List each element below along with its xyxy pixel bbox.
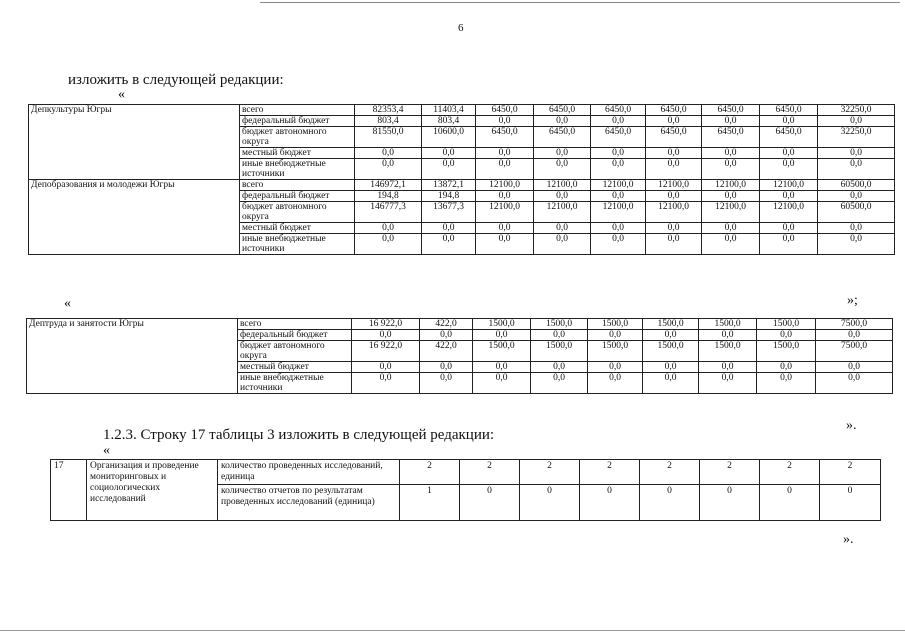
value-cell: 1500,0 xyxy=(531,341,588,362)
page-number: 6 xyxy=(458,22,464,34)
value-cell: 0,0 xyxy=(420,330,473,341)
value-cell: 6450,0 xyxy=(702,127,760,148)
open-quote-1: « xyxy=(118,87,125,102)
value-cell: 146972,1 xyxy=(355,180,422,191)
value-cell: 0,0 xyxy=(422,159,476,180)
value-cell: 0,0 xyxy=(818,159,895,180)
value-cell: 0,0 xyxy=(355,223,422,234)
org-name-cell: Депобразования и молодежи Югры xyxy=(29,180,240,191)
value-cell: 0,0 xyxy=(702,159,760,180)
value-cell: 1500,0 xyxy=(643,341,699,362)
indicator-cell: количество отчетов по результатам проведенных исследований (единица) xyxy=(218,485,400,521)
value-cell: 0,0 xyxy=(355,148,422,159)
table-row xyxy=(29,116,895,127)
value-cell: 12100,0 xyxy=(646,180,702,191)
funding-source-cell: бюджет автономного округа xyxy=(240,127,355,148)
value-cell: 6450,0 xyxy=(591,105,646,116)
value-cell: 0,0 xyxy=(757,362,816,373)
value-cell: 0,0 xyxy=(473,330,531,341)
value-cell: 0,0 xyxy=(591,148,646,159)
value-cell: 0,0 xyxy=(531,330,588,341)
value-cell: 0 xyxy=(640,485,700,521)
funding-source-cell: бюджет автономного округа xyxy=(240,202,355,223)
value-cell: 803,4 xyxy=(355,116,422,127)
table-3-row-17 xyxy=(50,459,881,521)
value-cell: 0,0 xyxy=(476,148,534,159)
value-cell: 0,0 xyxy=(534,148,591,159)
value-cell: 2 xyxy=(580,460,640,485)
value-cell: 0,0 xyxy=(816,362,893,373)
value-cell: 0,0 xyxy=(702,116,760,127)
value-cell: 2 xyxy=(460,460,520,485)
value-cell: 6450,0 xyxy=(760,105,818,116)
value-cell: 0,0 xyxy=(646,191,702,202)
value-cell: 0,0 xyxy=(757,373,816,394)
value-cell: 0,0 xyxy=(760,223,818,234)
value-cell: 13677,3 xyxy=(422,202,476,223)
value-cell: 6450,0 xyxy=(646,105,702,116)
value-cell: 0,0 xyxy=(760,116,818,127)
value-cell: 0,0 xyxy=(534,159,591,180)
value-cell: 0 xyxy=(820,485,881,521)
value-cell: 0,0 xyxy=(760,234,818,255)
value-cell: 12100,0 xyxy=(760,180,818,191)
activity-cell: Организация и проведение мониторинговых и социологических исследований xyxy=(87,460,218,521)
org-name-cell xyxy=(27,373,238,394)
open-quote-3: « xyxy=(103,443,110,458)
value-cell: 12100,0 xyxy=(702,180,760,191)
funding-source-cell: иные внебюджетные источники xyxy=(240,159,355,180)
value-cell: 6450,0 xyxy=(760,127,818,148)
value-cell: 0,0 xyxy=(818,223,895,234)
funding-source-cell: всего xyxy=(240,180,355,191)
funding-source-cell: всего xyxy=(238,319,352,330)
value-cell: 0,0 xyxy=(760,159,818,180)
org-name-cell xyxy=(29,191,240,202)
value-cell: 0 xyxy=(520,485,580,521)
value-cell: 0 xyxy=(760,485,820,521)
value-cell: 12100,0 xyxy=(591,180,646,191)
value-cell: 0,0 xyxy=(816,330,893,341)
value-cell: 2 xyxy=(400,460,460,485)
value-cell: 0,0 xyxy=(588,330,643,341)
value-cell: 12100,0 xyxy=(760,202,818,223)
funding-source-cell: федеральный бюджет xyxy=(238,330,352,341)
value-cell: 0,0 xyxy=(422,223,476,234)
table-row xyxy=(29,159,895,180)
org-name-cell xyxy=(29,223,240,234)
table-row xyxy=(27,330,893,341)
table-row xyxy=(29,202,895,223)
value-cell: 12100,0 xyxy=(476,180,534,191)
value-cell: 0,0 xyxy=(699,362,757,373)
value-cell: 12100,0 xyxy=(702,202,760,223)
value-cell: 1500,0 xyxy=(473,341,531,362)
value-cell: 0,0 xyxy=(646,159,702,180)
value-cell: 0,0 xyxy=(646,234,702,255)
value-cell: 0 xyxy=(700,485,760,521)
value-cell: 0,0 xyxy=(420,362,473,373)
value-cell: 0,0 xyxy=(699,330,757,341)
value-cell: 0,0 xyxy=(420,373,473,394)
scan-edge-bottom xyxy=(0,630,905,631)
org-name-cell xyxy=(29,202,240,223)
value-cell: 0,0 xyxy=(534,234,591,255)
value-cell: 0,0 xyxy=(702,148,760,159)
value-cell: 32250,0 xyxy=(818,127,895,148)
value-cell: 0,0 xyxy=(646,148,702,159)
financing-table-1 xyxy=(28,104,895,255)
org-name-cell xyxy=(29,234,240,255)
table-row xyxy=(27,362,893,373)
org-name-cell xyxy=(29,127,240,148)
value-cell: 0,0 xyxy=(473,362,531,373)
org-name-cell xyxy=(27,330,238,341)
value-cell: 0,0 xyxy=(591,159,646,180)
value-cell: 0,0 xyxy=(355,159,422,180)
funding-source-cell: бюджет автономного округа xyxy=(238,341,352,362)
value-cell: 0,0 xyxy=(816,373,893,394)
value-cell: 0,0 xyxy=(476,223,534,234)
value-cell: 2 xyxy=(700,460,760,485)
table-row xyxy=(27,341,893,362)
value-cell: 1 xyxy=(400,485,460,521)
value-cell: 0,0 xyxy=(588,373,643,394)
value-cell: 194,8 xyxy=(355,191,422,202)
financing-table-2 xyxy=(26,318,893,394)
scan-edge-top xyxy=(260,2,900,3)
value-cell: 0,0 xyxy=(646,223,702,234)
value-cell: 12100,0 xyxy=(646,202,702,223)
close-quote-period-1: ». xyxy=(846,418,857,433)
value-cell: 0,0 xyxy=(473,373,531,394)
value-cell: 1500,0 xyxy=(473,319,531,330)
close-quote-period-2: ». xyxy=(843,532,854,547)
funding-source-cell: иные внебюджетные источники xyxy=(240,234,355,255)
value-cell: 16 922,0 xyxy=(352,341,420,362)
funding-source-cell: местный бюджет xyxy=(240,148,355,159)
org-name-cell: Дептруда и занятости Югры xyxy=(27,319,238,330)
value-cell: 422,0 xyxy=(420,319,473,330)
table-row xyxy=(29,148,895,159)
value-cell: 0,0 xyxy=(531,373,588,394)
value-cell: 7500,0 xyxy=(816,319,893,330)
value-cell: 82353,4 xyxy=(355,105,422,116)
org-name-cell: Депкультуры Югры xyxy=(29,105,240,116)
value-cell: 2 xyxy=(820,460,881,485)
value-cell: 0,0 xyxy=(702,223,760,234)
value-cell: 32250,0 xyxy=(818,105,895,116)
value-cell: 12100,0 xyxy=(534,202,591,223)
value-cell: 6450,0 xyxy=(534,105,591,116)
value-cell: 0,0 xyxy=(818,191,895,202)
value-cell: 0 xyxy=(580,485,640,521)
funding-source-cell: местный бюджет xyxy=(238,362,352,373)
value-cell: 12100,0 xyxy=(476,202,534,223)
value-cell: 0,0 xyxy=(760,148,818,159)
funding-source-cell: федеральный бюджет xyxy=(240,191,355,202)
value-cell: 16 922,0 xyxy=(352,319,420,330)
value-cell: 1500,0 xyxy=(699,341,757,362)
value-cell: 0,0 xyxy=(591,234,646,255)
org-name-cell xyxy=(29,148,240,159)
value-cell: 1500,0 xyxy=(699,319,757,330)
value-cell: 0,0 xyxy=(476,116,534,127)
value-cell: 0,0 xyxy=(476,159,534,180)
value-cell: 0,0 xyxy=(591,116,646,127)
value-cell: 1500,0 xyxy=(588,341,643,362)
value-cell: 0,0 xyxy=(702,234,760,255)
value-cell: 81550,0 xyxy=(355,127,422,148)
indicator-cell: количество проведенных исследований, единица xyxy=(218,460,400,485)
value-cell: 6450,0 xyxy=(591,127,646,148)
value-cell: 0,0 xyxy=(591,223,646,234)
table-row xyxy=(27,373,893,394)
value-cell: 803,4 xyxy=(422,116,476,127)
value-cell: 0,0 xyxy=(643,362,699,373)
intro-heading: изложить в следующей редакции: xyxy=(68,72,284,88)
value-cell: 422,0 xyxy=(420,341,473,362)
value-cell: 0,0 xyxy=(352,362,420,373)
value-cell: 0,0 xyxy=(476,234,534,255)
value-cell: 12100,0 xyxy=(591,202,646,223)
subheading: 1.2.3. Строку 17 таблицы 3 изложить в следующей редакции: xyxy=(103,427,495,443)
value-cell: 1500,0 xyxy=(588,319,643,330)
table-row xyxy=(27,319,893,330)
value-cell: 2 xyxy=(760,460,820,485)
table-row xyxy=(29,127,895,148)
value-cell: 60500,0 xyxy=(818,202,895,223)
value-cell: 0,0 xyxy=(646,116,702,127)
close-quote-semicolon: »; xyxy=(847,293,858,308)
value-cell: 12100,0 xyxy=(534,180,591,191)
org-name-cell xyxy=(27,341,238,362)
value-cell: 194,8 xyxy=(422,191,476,202)
value-cell: 0,0 xyxy=(702,191,760,202)
value-cell: 0,0 xyxy=(757,330,816,341)
table-row xyxy=(51,460,881,485)
value-cell: 0,0 xyxy=(534,223,591,234)
value-cell: 1500,0 xyxy=(531,319,588,330)
value-cell: 0,0 xyxy=(760,191,818,202)
value-cell: 0,0 xyxy=(643,330,699,341)
org-name-cell xyxy=(29,116,240,127)
value-cell: 0,0 xyxy=(422,234,476,255)
value-cell: 0,0 xyxy=(699,373,757,394)
value-cell: 0,0 xyxy=(352,330,420,341)
value-cell: 1500,0 xyxy=(757,341,816,362)
value-cell: 0,0 xyxy=(643,373,699,394)
value-cell: 2 xyxy=(520,460,580,485)
value-cell: 13872,1 xyxy=(422,180,476,191)
value-cell: 6450,0 xyxy=(702,105,760,116)
value-cell: 0,0 xyxy=(476,191,534,202)
value-cell: 6450,0 xyxy=(534,127,591,148)
funding-source-cell: федеральный бюджет xyxy=(240,116,355,127)
table-row xyxy=(29,180,895,191)
value-cell: 0,0 xyxy=(818,116,895,127)
row-number-cell: 17 xyxy=(51,460,87,521)
value-cell: 6450,0 xyxy=(476,127,534,148)
value-cell: 11403,4 xyxy=(422,105,476,116)
value-cell: 2 xyxy=(640,460,700,485)
value-cell: 0 xyxy=(460,485,520,521)
value-cell: 0,0 xyxy=(355,234,422,255)
funding-source-cell: местный бюджет xyxy=(240,223,355,234)
value-cell: 0,0 xyxy=(818,148,895,159)
value-cell: 0,0 xyxy=(534,116,591,127)
funding-source-cell: всего xyxy=(240,105,355,116)
value-cell: 146777,3 xyxy=(355,202,422,223)
value-cell: 1500,0 xyxy=(757,319,816,330)
value-cell: 6450,0 xyxy=(476,105,534,116)
value-cell: 0,0 xyxy=(531,362,588,373)
table-row xyxy=(29,223,895,234)
value-cell: 0,0 xyxy=(352,373,420,394)
value-cell: 0,0 xyxy=(588,362,643,373)
funding-source-cell: иные внебюджетные источники xyxy=(238,373,352,394)
table-row xyxy=(29,105,895,116)
value-cell: 60500,0 xyxy=(818,180,895,191)
org-name-cell xyxy=(27,362,238,373)
table-row xyxy=(29,234,895,255)
value-cell: 0,0 xyxy=(534,191,591,202)
value-cell: 0,0 xyxy=(591,191,646,202)
open-quote-2: « xyxy=(64,296,71,311)
table-row xyxy=(29,191,895,202)
value-cell: 0,0 xyxy=(422,148,476,159)
value-cell: 1500,0 xyxy=(643,319,699,330)
value-cell: 6450,0 xyxy=(646,127,702,148)
value-cell: 10600,0 xyxy=(422,127,476,148)
org-name-cell xyxy=(29,159,240,180)
value-cell: 0,0 xyxy=(818,234,895,255)
value-cell: 7500,0 xyxy=(816,341,893,362)
